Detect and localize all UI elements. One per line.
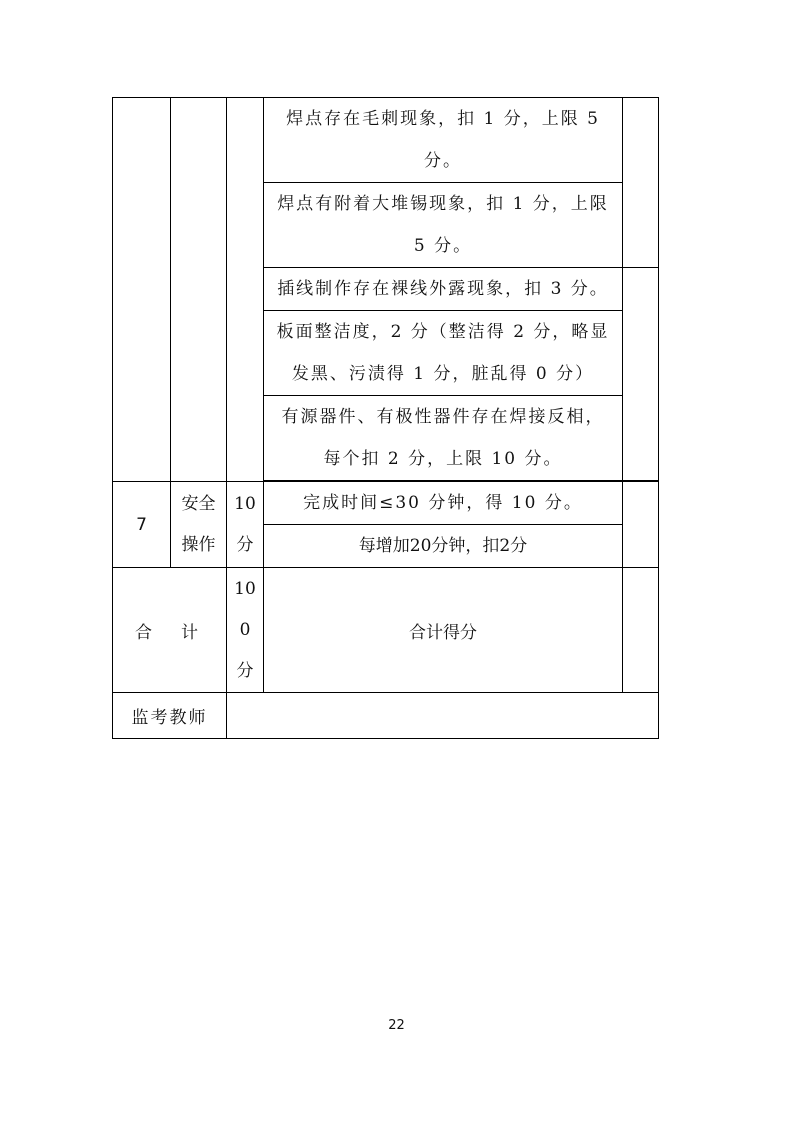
- scoring-table: [112, 97, 659, 739]
- item-score-line: 分: [236, 534, 254, 555]
- item-score-cell: [227, 98, 264, 482]
- table-row: [113, 482, 659, 525]
- item-number-cell: [113, 98, 171, 482]
- criterion-cell: 完成时间≤30 分钟，得 10 分。: [264, 482, 623, 525]
- item-name-cell: [171, 482, 227, 568]
- item-number-cell: 7: [113, 482, 171, 568]
- item-score-cell: [227, 482, 264, 568]
- item-name-cell: [171, 98, 227, 482]
- supervisor-label-cell: 监考教师: [113, 693, 227, 739]
- table-row: [113, 693, 659, 739]
- total-label-cell: 合 计: [113, 568, 227, 693]
- criterion-line: 发黑、污渍得 1 分，脏乱得 0 分）: [291, 364, 595, 384]
- score-cell[interactable]: [623, 98, 659, 268]
- item-name-line: 安全: [181, 493, 216, 514]
- criterion-cell: [264, 311, 623, 396]
- criterion-line: 焊点有附着大堆锡现象，扣 1 分，上限: [277, 194, 609, 214]
- criterion-line: 每个扣 2 分，上限 10 分。: [323, 449, 563, 469]
- table-row: [113, 568, 659, 693]
- total-result-cell[interactable]: [623, 568, 659, 693]
- item-name-line: 操作: [181, 534, 216, 555]
- criterion-cell: 焊点存在毛刺现象，扣 1 分，上限 5 分。: [264, 98, 623, 183]
- criterion-line: 5 分。: [413, 236, 473, 256]
- criterion-line: 板面整洁度，2 分（整洁得 2 分，略显: [276, 322, 610, 342]
- table-row: [113, 98, 659, 183]
- total-score-line: 分: [236, 660, 254, 681]
- score-cell[interactable]: [623, 268, 659, 481]
- total-score-line: 10: [234, 578, 256, 599]
- total-score-cell: [227, 568, 264, 693]
- criterion-cell: [264, 396, 623, 481]
- page-number: 22: [388, 1018, 405, 1033]
- total-score-line: 0: [239, 619, 251, 640]
- criterion-line: 有源器件、有极性器件存在焊接反相，: [281, 407, 605, 427]
- criterion-cell: 每增加20分钟，扣2分: [264, 525, 623, 568]
- item-score-line: 10: [234, 493, 256, 514]
- score-cell[interactable]: [623, 482, 659, 568]
- supervisor-signature-cell[interactable]: [227, 693, 659, 739]
- criterion-cell: 插线制作存在裸线外露现象，扣 3 分。: [264, 268, 623, 311]
- total-description-cell: 合计得分: [264, 568, 623, 693]
- criterion-cell: [264, 183, 623, 268]
